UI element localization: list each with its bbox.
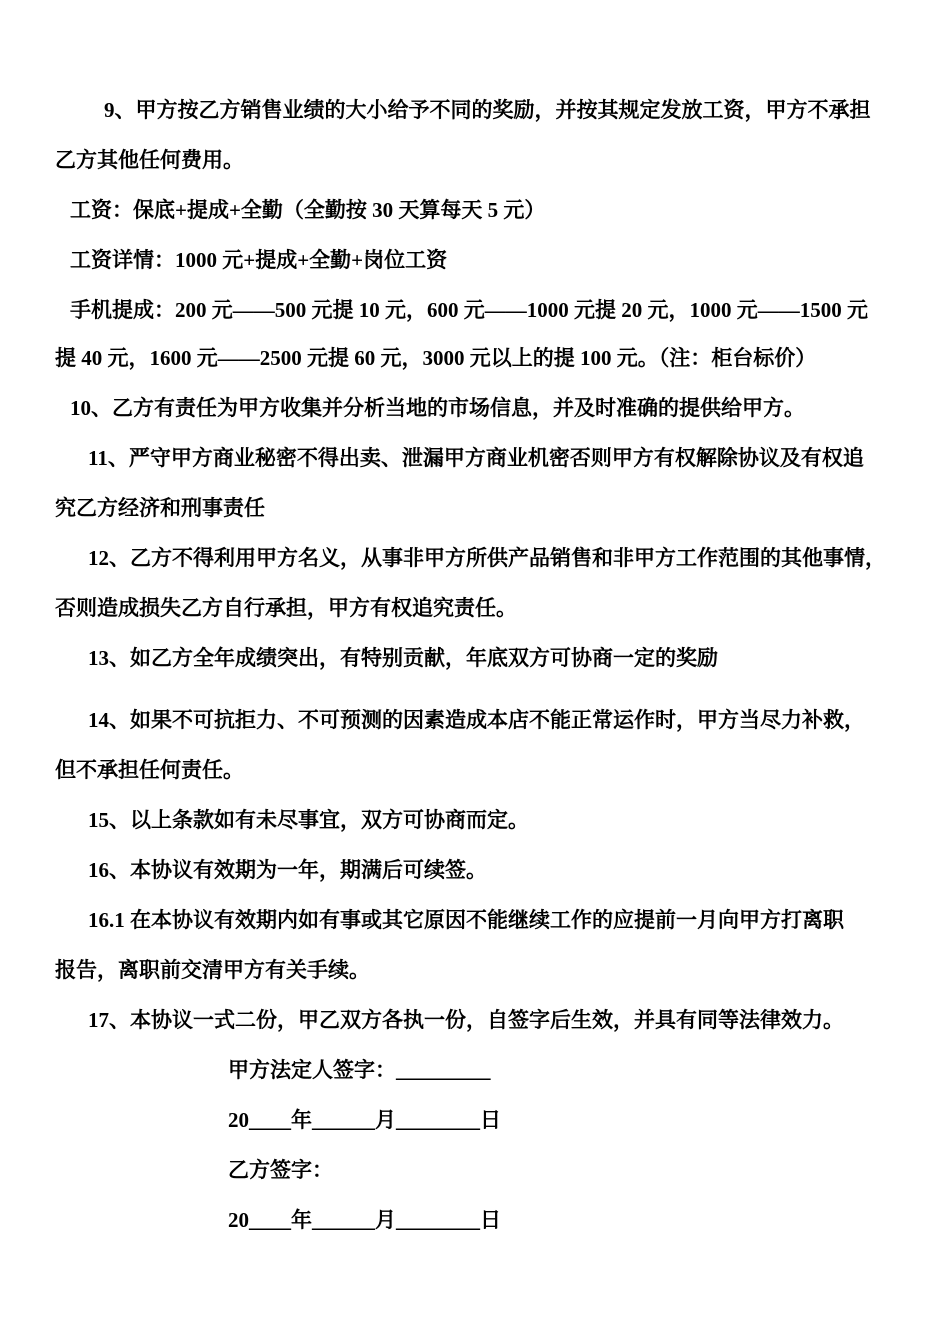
clause-9-line-1: 9、甲方按乙方销售业绩的大小给予不同的奖励，并按其规定发放工资，甲方不承担 [104, 98, 871, 122]
clause-15: 15、以上条款如有未尽事宜，双方可协商而定。 [88, 808, 529, 832]
clause-13: 13、如乙方全年成绩突出，有特别贡献，年底双方可协商一定的奖励 [88, 646, 718, 670]
clause-17: 17、本协议一式二份，甲乙双方各执一份，自签字后生效，并具有同等法律效力。 [88, 1008, 844, 1032]
clause-12-line-1: 12、乙方不得利用甲方名义，从事非甲方所供产品销售和非甲方工作范围的其他事情， [88, 546, 886, 570]
phone-commission-line-2: 提 40 元，1600 元——2500 元提 60 元，3000 元以上的提 100 元。（注：柜台标价） [55, 346, 817, 370]
party-b-signature: 乙方签字： [228, 1158, 333, 1182]
clause-10: 10、乙方有责任为甲方收集并分析当地的市场信息，并及时准确的提供给甲方。 [70, 396, 805, 420]
clause-9-line-2: 乙方其他任何费用。 [55, 148, 244, 172]
party-a-signature: 甲方法定人签字：_________ [228, 1058, 491, 1082]
clause-14-line-1: 14、如果不可抗拒力、不可预测的因素造成本店不能正常运作时，甲方当尽力补救， [88, 708, 865, 732]
clause-16-1-line-1: 16.1 在本协议有效期内如有事或其它原因不能继续工作的应提前一月向甲方打离职 [88, 908, 844, 932]
clause-16: 16、本协议有效期为一年，期满后可续签。 [88, 858, 487, 882]
party-b-date: 20____年______月________日 [228, 1208, 501, 1232]
clause-16-1-line-2: 报告，离职前交清甲方有关手续。 [55, 958, 370, 982]
clause-12-line-2: 否则造成损失乙方自行承担，甲方有权追究责任。 [55, 596, 517, 620]
phone-commission-line-1: 手机提成：200 元——500 元提 10 元，600 元——1000 元提 20 元，1000 元——1500 元 [70, 298, 868, 322]
clause-14-line-2: 但不承担任何责任。 [55, 758, 244, 782]
salary-detail-line: 工资详情：1000 元+提成+全勤+岗位工资 [70, 248, 448, 272]
clause-11-line-2: 究乙方经济和刑事责任 [55, 496, 265, 520]
salary-line: 工资：保底+提成+全勤（全勤按 30 天算每天 5 元） [70, 198, 546, 222]
clause-11-line-1: 11、严守甲方商业秘密不得出卖、泄漏甲方商业机密否则甲方有权解除协议及有权追 [88, 446, 864, 470]
party-a-date: 20____年______月________日 [228, 1108, 501, 1132]
